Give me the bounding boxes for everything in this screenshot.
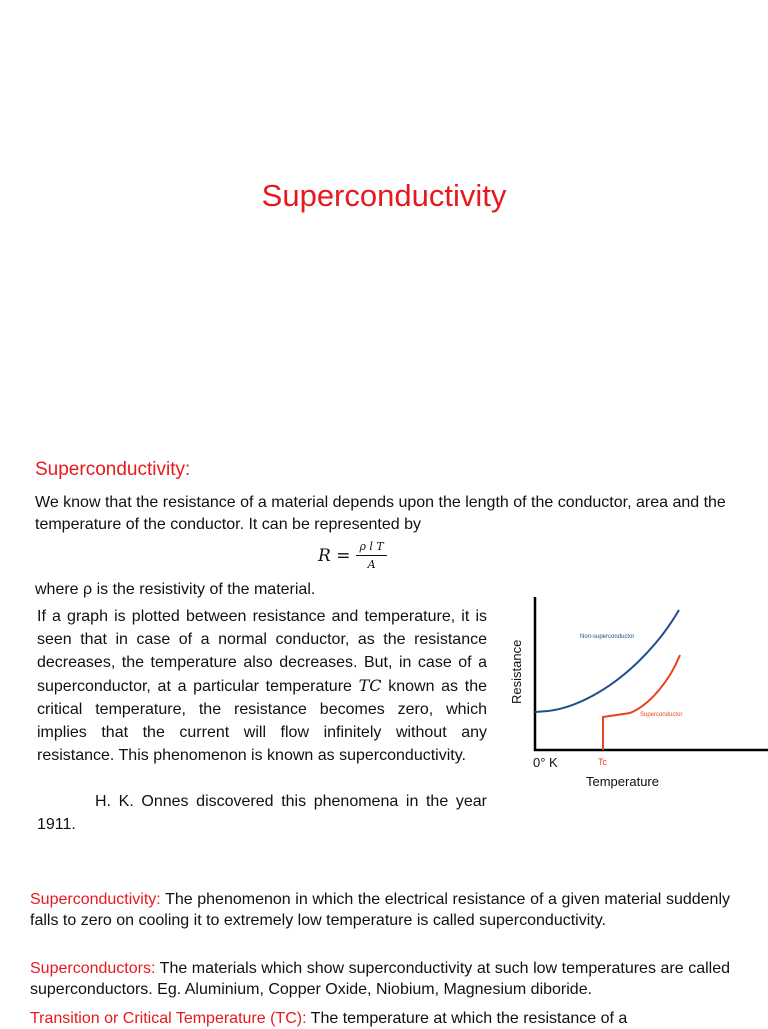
superconductor-label: Superconductor	[640, 712, 683, 718]
definition-term: Superconductivity:	[30, 891, 161, 908]
y-axis-label: Resistance	[509, 639, 524, 704]
origin-label: 0° K	[533, 755, 558, 770]
formula-lhs: R =	[318, 545, 351, 566]
definition-term: Transition or Critical Temperature (TC):	[30, 1010, 307, 1027]
formula-denominator: A	[367, 558, 376, 571]
definition-text: The temperature at which the resistance of a	[306, 1010, 628, 1027]
definition-text: The materials which show superconductivity at such low temperatures are called superconductors. Eg. Aluminium, Copper Oxide, Niobium, Magnesium diboride.	[30, 960, 730, 998]
intro-paragraph: We know that the resistance of a material depends upon the length of the conductor, area and the temperature of the conductor. It can be represented by	[35, 494, 726, 533]
graph-explanation-part1: If a graph is plotted between resistance and temperature, it is seen that in case of a normal conductor, as the resistance decreases, the temperature also decreases. But, in case of a superconductor, at a particular temperature	[37, 608, 487, 695]
definition-superconductivity	[30, 889, 730, 931]
tc-symbol: TC	[358, 676, 382, 695]
non-superconductor-curve	[535, 610, 679, 712]
non-superconductor-label: Non-superconductor	[580, 634, 635, 640]
definition-text: The phenomenon in which the electrical resistance of a given material suddenly falls to zero on cooling it to extremely low temperature is called superconductivity.	[30, 891, 730, 929]
graph-explanation-part2: known as the critical temperature, the resistance becomes zero, which implies that the current will flow infinitely without any resistance. This phenomenon is known as superconductivity.	[37, 678, 487, 764]
formula-numerator: ρ l T	[356, 540, 386, 556]
definition-critical-temperature	[30, 1008, 730, 1029]
definition-term: Superconductors:	[30, 960, 156, 977]
superconductor-curve	[603, 655, 683, 750]
section-heading: Superconductivity:	[35, 459, 191, 480]
resistivity-note: where ρ is the resistivity of the material.	[35, 581, 316, 598]
page-title: Superconductivity	[261, 178, 507, 213]
tc-label: Tc	[598, 757, 607, 767]
definition-superconductors	[30, 958, 730, 1000]
x-axis-label: Temperature	[586, 774, 659, 789]
onnes-paragraph: H. K. Onnes discovered this phenomena in the year 1911.	[37, 793, 487, 833]
